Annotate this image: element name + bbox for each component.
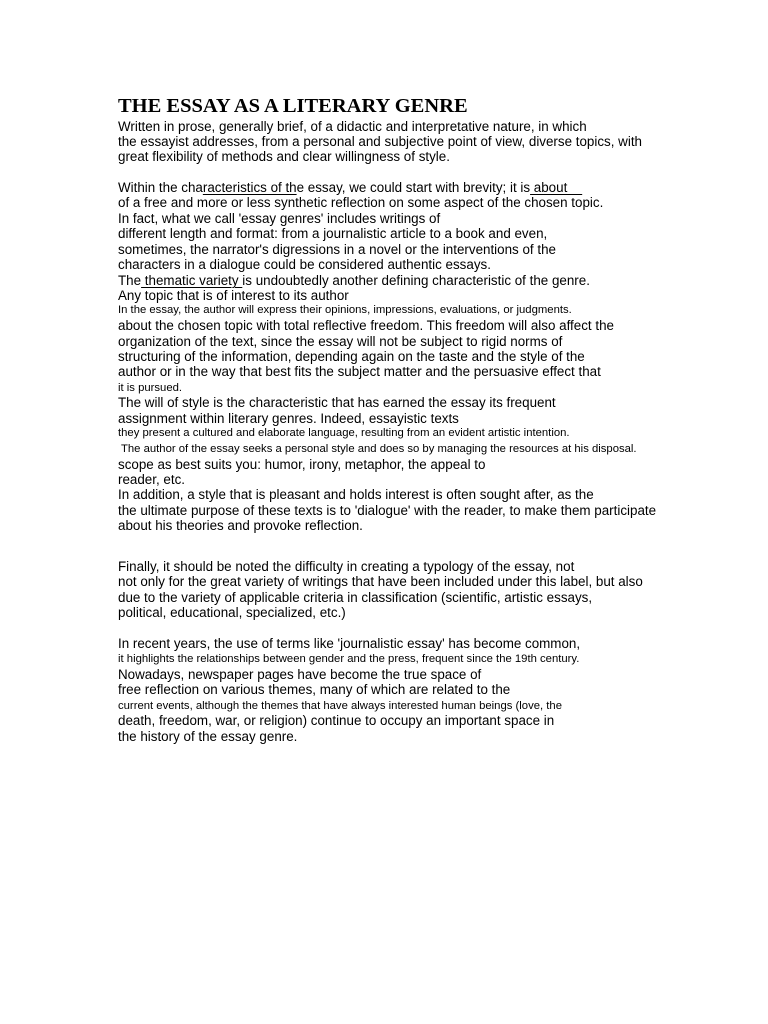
- text-line: about the chosen topic with total reflective freedom. This freedom will also affect the: [118, 318, 614, 333]
- text-line: assignment within literary genres. Indeed, essayistic texts: [118, 411, 459, 426]
- text-line: In fact, what we call 'essay genres' includes writings of: [118, 211, 441, 226]
- text-line: In the essay, the author will express their opinions, impressions, evaluations, or judgments.: [118, 304, 572, 316]
- text-line: of a free and more or less synthetic reflection on some aspect of the chosen topic.: [118, 195, 604, 210]
- text-line: author or in the way that best fits the subject matter and the persuasive effect that: [118, 364, 601, 379]
- text-line: current events, although the themes that have always interested human beings (love, the: [118, 700, 562, 712]
- text-line: reader, etc.: [118, 472, 185, 487]
- text-line: different length and format: from a journalistic article to a book and even,: [118, 226, 548, 241]
- text-segment: The: [118, 273, 142, 288]
- text-line: the ultimate purpose of these texts is to 'dialogue' with the reader, to make them participate: [118, 503, 657, 518]
- text-line: Nowadays, newspaper pages have become the true space of: [118, 667, 482, 682]
- text-line: political, educational, specialized, etc.): [118, 605, 346, 620]
- text-line: The will of style is the characteristic that has earned the essay its frequent: [118, 395, 556, 410]
- underlined-text: thematic variety: [141, 273, 243, 288]
- text-line: The author of the essay seeks a personal style and does so by managing the resources at his disposal.: [121, 443, 637, 455]
- text-line: they present a cultured and elaborate language, resulting from an evident artistic intention.: [118, 427, 570, 439]
- text-line: Finally, it should be noted the difficulty in creating a typology of the essay, not: [118, 559, 575, 574]
- text-segment: is undoubtedly another defining characteristic of the genre.: [242, 273, 590, 288]
- text-line: organization of the text, since the essay will not be subject to rigid norms of: [118, 334, 563, 349]
- text-line: structuring of the information, depending again on the taste and the style of the: [118, 349, 585, 364]
- text-line: the history of the essay genre.: [118, 729, 298, 744]
- text-line: it highlights the relationships between gender and the press, frequent since the 19th century.: [118, 653, 580, 665]
- text-line: great flexibility of methods and clear willingness of style.: [118, 149, 450, 164]
- text-line: [118, 180, 582, 196]
- text-line: Written in prose, generally brief, of a didactic and interpretative nature, in which: [118, 119, 587, 134]
- text-line: scope as best suits you: humor, irony, metaphor, the appeal to: [118, 457, 486, 472]
- text-line: the essayist addresses, from a personal and subjective point of view, diverse topics, with: [118, 134, 642, 149]
- text-line: it is pursued.: [118, 382, 183, 394]
- text-line: In recent years, the use of terms like 'journalistic essay' has become common,: [118, 636, 581, 651]
- text-line: death, freedom, war, or religion) continue to occupy an important space in: [118, 713, 555, 728]
- text-line: sometimes, the narrator's digressions in a novel or the interventions of the: [118, 242, 556, 257]
- text-line: not only for the great variety of writings that have been included under this label, but also: [118, 574, 643, 589]
- underlined-text: about: [530, 180, 583, 195]
- text-line: due to the variety of applicable criteria in classification (scientific, artistic essays,: [118, 590, 593, 605]
- text-segment: e essay, we could start with brevity; it is: [296, 180, 531, 195]
- text-line: Any topic that is of interest to its author: [118, 288, 349, 303]
- document-title: THE ESSAY AS A LITERARY GENRE: [118, 95, 468, 117]
- text-line: about his theories and provoke reflection.: [118, 518, 363, 533]
- text-line: In addition, a style that is pleasant and holds interest is often sought after, as the: [118, 487, 594, 502]
- text-segment: Within the cha: [118, 180, 203, 195]
- text-line: characters in a dialogue could be considered authentic essays.: [118, 257, 491, 272]
- text-line: free reflection on various themes, many of which are related to the: [118, 682, 511, 697]
- text-line: [118, 273, 590, 289]
- underlined-text: racteristics of th: [202, 180, 297, 195]
